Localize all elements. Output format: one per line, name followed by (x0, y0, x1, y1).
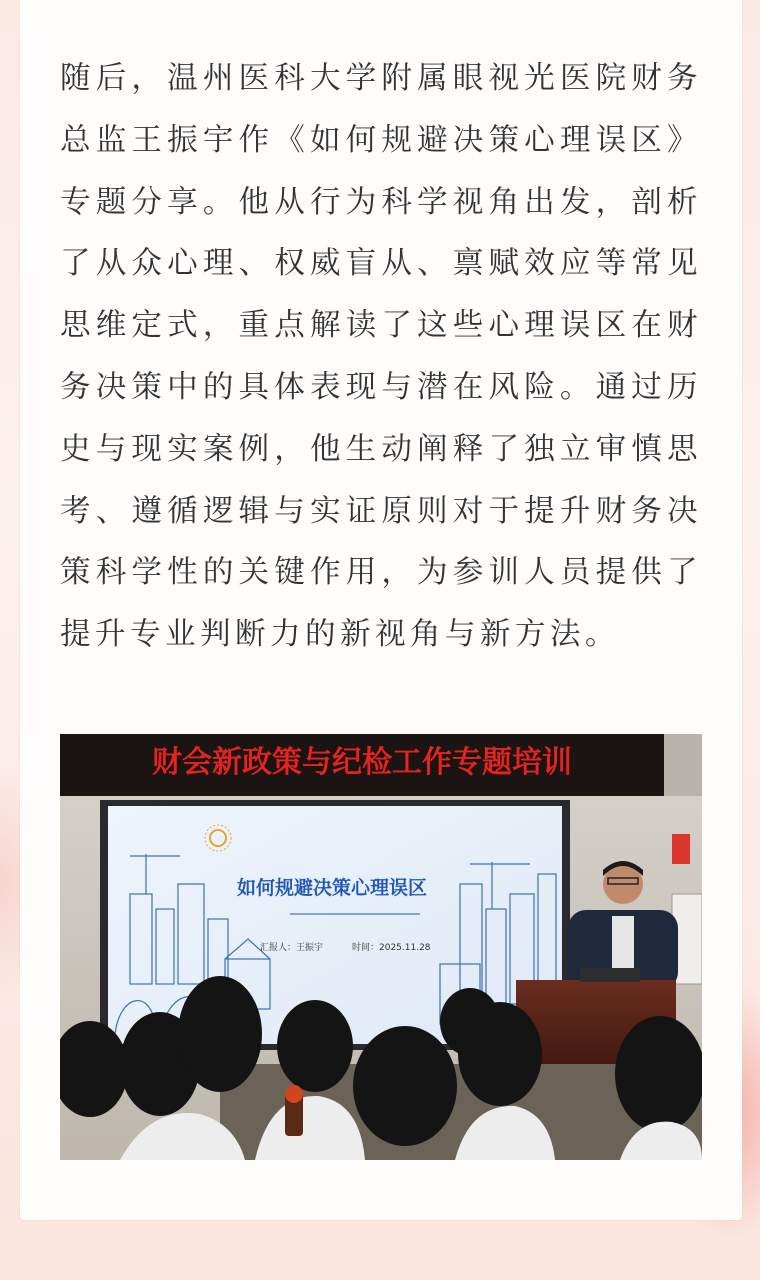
slide-reporter: 汇报人：王振宇 (260, 943, 324, 953)
party-flag (672, 834, 690, 864)
ceiling-corner (664, 734, 702, 796)
training-photo-scene (60, 734, 702, 1160)
led-banner-text: 财会新政策与纪检工作专题培训 (152, 745, 572, 780)
bottle-cap (285, 1085, 303, 1103)
training-photo (60, 734, 702, 1160)
laptop (580, 968, 640, 982)
slide-title: 如何规避决策心理误区 (236, 877, 428, 899)
slide-time: 时间：2025.11.28 (352, 943, 431, 953)
article-paragraph: 随后，温州医科大学附属眼视光医院财务总监王振宇作《如何规避决策心理误区》专题分享。他从行为科学视角出发，剖析了从众心理、权威盲从、禀赋效应等常见思维定式，重点解读了这些心理误区在财务决策中的具体表现与潜在风险。通过历史与现实案例，他生动阐释了独立审慎思考、遵循逻辑与实证原则对于提升财务决策科学性的关键作用，为参训人员提供了提升专业判断力的新视角与新方法。 (60, 61, 702, 653)
